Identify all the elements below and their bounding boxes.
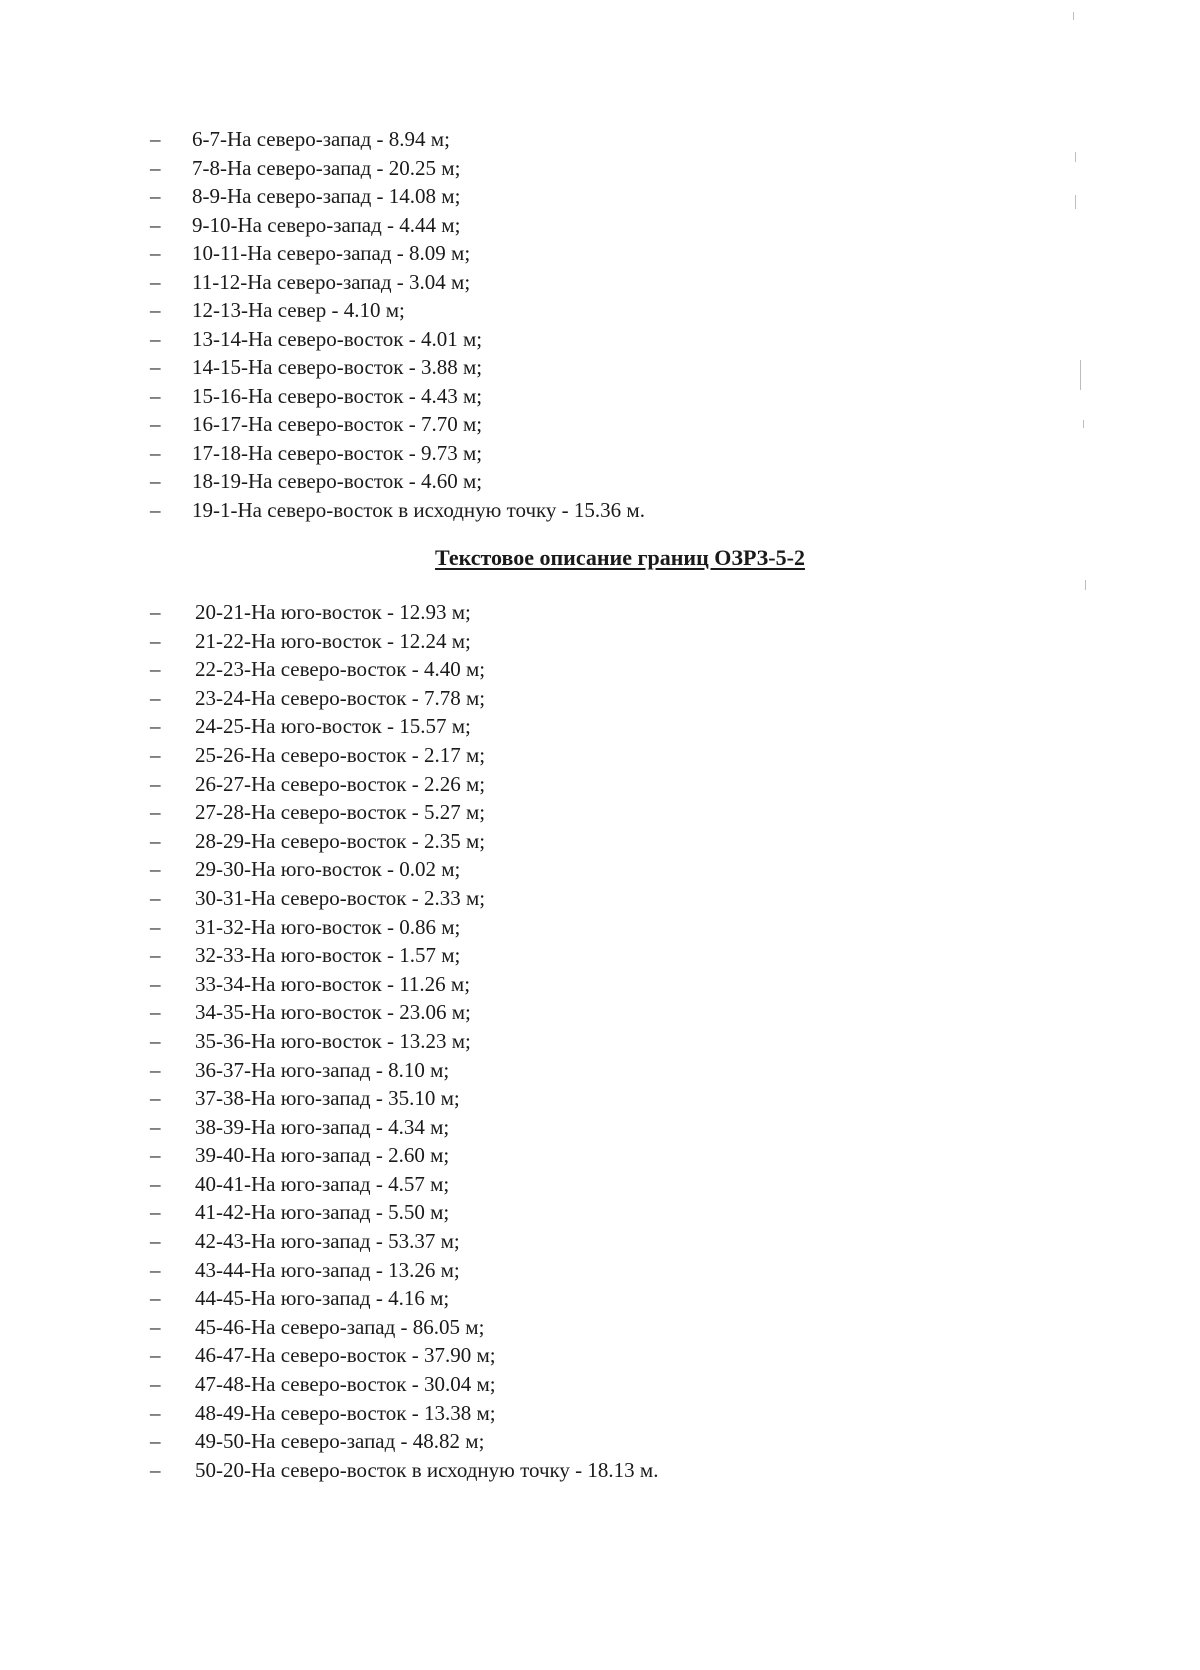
list-dash: – — [150, 1086, 161, 1111]
list-item-text: 44-45-На юго-запад - 4.16 м; — [195, 1286, 450, 1311]
list-item-text: 23-24-На северо-восток - 7.78 м; — [195, 685, 486, 710]
scan-speck — [1075, 195, 1076, 209]
list-dash: – — [150, 885, 161, 910]
list-item-text: 8-9-На северо-запад - 14.08 м; — [192, 184, 461, 208]
list-dash: – — [150, 628, 161, 653]
list-dash: – — [150, 212, 161, 237]
list-item-text: 34-35-На юго-восток - 23.06 м; — [195, 1000, 471, 1025]
list-dash: – — [150, 1200, 161, 1225]
list-item-text: 19-1-На северо-восток в исходную точку - 15.36 м. — [192, 497, 645, 522]
list-dash: – — [150, 1314, 161, 1339]
list-item-text: 25-26-На северо-восток - 2.17 м; — [195, 742, 486, 767]
list-item-text: 33-34-На юго-восток - 11.26 м; — [195, 971, 471, 996]
list-item-text: 49-50-На северо-запад - 48.82 м; — [195, 1429, 485, 1454]
list-item-text: 48-49-На северо-восток - 13.38 м; — [195, 1400, 496, 1425]
list-dash: – — [150, 1429, 161, 1454]
list-item-text: 38-39-На юго-запад - 4.34 м; — [195, 1114, 450, 1139]
list-item-text: 30-31-На северо-восток - 2.33 м; — [195, 885, 486, 910]
list-item-text: 27-28-На северо-восток - 5.27 м; — [195, 800, 486, 825]
list-dash: – — [150, 1143, 161, 1168]
list-item-text: 14-15-На северо-восток - 3.88 м; — [192, 355, 483, 379]
list-dash: – — [150, 155, 161, 180]
list-item-text: 31-32-На юго-восток - 0.86 м; — [195, 914, 461, 939]
scan-speck — [1073, 12, 1074, 20]
list-item-text: 15-16-На северо-восток - 4.43 м; — [192, 383, 483, 408]
list-item-text: 41-42-На юго-запад - 5.50 м; — [195, 1200, 450, 1225]
list-dash: – — [150, 1057, 161, 1082]
list-item-text: 42-43-На юго-запад - 53.37 м; — [195, 1229, 460, 1254]
list-dash: – — [150, 742, 161, 767]
list-item-text: 35-36-На юго-восток - 13.23 м; — [195, 1028, 471, 1053]
list-dash: – — [150, 800, 161, 825]
list-dash: – — [150, 1171, 161, 1196]
list-dash: – — [150, 269, 161, 294]
scan-speck — [1075, 152, 1076, 162]
list-item-text: 43-44-На юго-запад - 13.26 м; — [195, 1257, 460, 1282]
list-item-text: 32-33-На юго-восток - 1.57 м; — [195, 943, 461, 968]
list-item-text: 16-17-На северо-восток - 7.70 м; — [192, 412, 483, 436]
list-item-text: 13-14-На северо-восток - 4.01 м; — [192, 326, 483, 351]
list-dash: – — [150, 497, 161, 522]
scan-speck — [1083, 420, 1084, 428]
list-item-text: 10-11-На северо-запад - 8.09 м; — [192, 241, 471, 265]
list-dash: – — [150, 1229, 161, 1254]
list-dash: – — [150, 1343, 161, 1368]
list-item-text: 7-8-На северо-запад - 20.25 м; — [192, 155, 461, 180]
list-dash: – — [150, 1000, 161, 1025]
list-dash: – — [150, 469, 161, 493]
list-dash: – — [150, 440, 161, 465]
list-dash: – — [150, 127, 161, 151]
section-heading: Текстовое описание границ ОЗРЗ-5-2 — [435, 545, 805, 570]
list-dash: – — [150, 1257, 161, 1282]
list-item-text: 22-23-На северо-восток - 4.40 м; — [195, 657, 486, 682]
list-dash: – — [150, 914, 161, 939]
list-dash: – — [150, 184, 161, 208]
list-item-text: 28-29-На северо-восток - 2.35 м; — [195, 828, 486, 853]
list-dash: – — [150, 971, 161, 996]
list-dash: – — [150, 1372, 161, 1397]
list-item-text: 17-18-На северо-восток - 9.73 м; — [192, 440, 483, 465]
list-item-text: 21-22-На юго-восток - 12.24 м; — [195, 628, 471, 653]
list-dash: – — [150, 1028, 161, 1053]
list-item-text: 47-48-На северо-восток - 30.04 м; — [195, 1372, 496, 1397]
list-item-text: 39-40-На юго-запад - 2.60 м; — [195, 1143, 450, 1168]
list-dash: – — [150, 685, 161, 710]
list-item-text: 18-19-На северо-восток - 4.60 м; — [192, 469, 483, 493]
list-dash: – — [150, 1400, 161, 1425]
list-item-text: 12-13-На север - 4.10 м; — [192, 298, 405, 322]
list-item-text: 29-30-На юго-восток - 0.02 м; — [195, 857, 461, 882]
list-item-text: 37-38-На юго-запад - 35.10 м; — [195, 1086, 460, 1111]
list-item-text: 50-20-На северо-восток в исходную точку - 18.13 м. — [195, 1457, 659, 1482]
list-dash: – — [150, 241, 161, 265]
list-dash: – — [150, 298, 161, 322]
list-item-text: 6-7-На северо-запад - 8.94 м; — [192, 127, 450, 151]
list-item-text: 9-10-На северо-запад - 4.44 м; — [192, 212, 461, 237]
list-dash: – — [150, 383, 161, 408]
list-dash: – — [150, 412, 161, 436]
list-item-text: 45-46-На северо-запад - 86.05 м; — [195, 1314, 485, 1339]
list-dash: – — [150, 857, 161, 882]
list-dash: – — [150, 771, 161, 796]
list-dash: – — [150, 714, 161, 739]
scan-speck — [1085, 580, 1086, 590]
list-item-text: 46-47-На северо-восток - 37.90 м; — [195, 1343, 496, 1368]
list-item-text: 24-25-На юго-восток - 15.57 м; — [195, 714, 471, 739]
scan-speck — [1080, 360, 1081, 390]
list-dash: – — [150, 1286, 161, 1311]
list-dash: – — [150, 657, 161, 682]
list-item-text: 36-37-На юго-запад - 8.10 м; — [195, 1057, 450, 1082]
list-item-text: 11-12-На северо-запад - 3.04 м; — [192, 269, 471, 294]
list-item-text: 40-41-На юго-запад - 4.57 м; — [195, 1171, 450, 1196]
list-dash: – — [150, 355, 161, 379]
list-item-text: 20-21-На юго-восток - 12.93 м; — [195, 600, 471, 624]
list-dash: – — [150, 1114, 161, 1139]
list-dash: – — [150, 326, 161, 351]
list-item-text: 26-27-На северо-восток - 2.26 м; — [195, 771, 486, 796]
list-dash: – — [150, 600, 161, 624]
list-dash: – — [150, 943, 161, 968]
list-dash: – — [150, 828, 161, 853]
list-dash: – — [150, 1457, 161, 1482]
